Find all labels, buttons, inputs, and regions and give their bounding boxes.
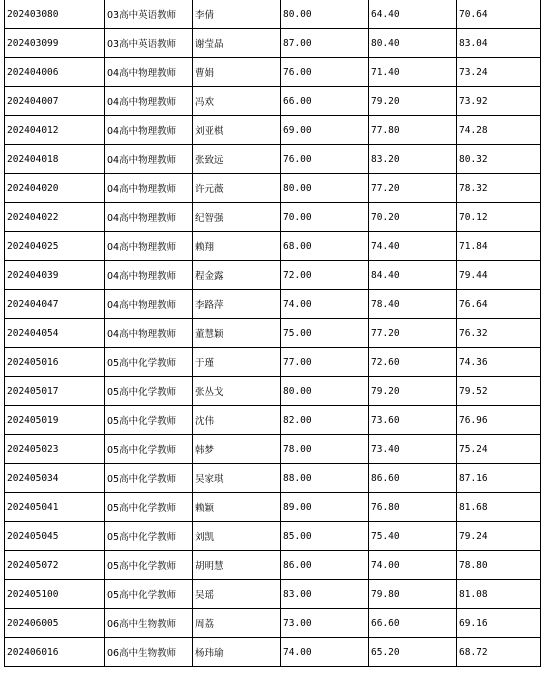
table-row [5, 464, 541, 493]
position-cell: 06高中生物教师 [105, 609, 193, 638]
position-cell: 05高中化学教师 [105, 493, 193, 522]
candidate-id-cell: 202404018 [5, 145, 105, 174]
total-score-cell: 76.96 [457, 406, 541, 435]
position-cell: 05高中化学教师 [105, 551, 193, 580]
interview-score-cell: 65.20 [369, 638, 457, 667]
candidate-name-cell: 李倩 [193, 0, 281, 29]
written-score-cell: 76.00 [281, 58, 369, 87]
candidate-id-cell: 202404047 [5, 290, 105, 319]
position-cell: 04高中物理教师 [105, 58, 193, 87]
table-row [5, 406, 541, 435]
written-score-cell: 75.00 [281, 319, 369, 348]
interview-score-cell: 72.60 [369, 348, 457, 377]
total-score-cell: 75.24 [457, 435, 541, 464]
candidate-name-cell: 程金露 [193, 261, 281, 290]
written-score-cell: 83.00 [281, 580, 369, 609]
total-score-cell: 79.52 [457, 377, 541, 406]
score-table-body [5, 0, 541, 667]
candidate-id-cell: 202405100 [5, 580, 105, 609]
written-score-cell: 74.00 [281, 290, 369, 319]
candidate-name-cell: 杨玮瑜 [193, 638, 281, 667]
written-score-cell: 80.00 [281, 174, 369, 203]
candidate-id-cell: 202404022 [5, 203, 105, 232]
position-cell: 05高中化学教师 [105, 464, 193, 493]
candidate-name-cell: 吴瑶 [193, 580, 281, 609]
total-score-cell: 70.12 [457, 203, 541, 232]
candidate-name-cell: 吴家琪 [193, 464, 281, 493]
written-score-cell: 86.00 [281, 551, 369, 580]
candidate-name-cell: 于瑾 [193, 348, 281, 377]
candidate-id-cell: 202405041 [5, 493, 105, 522]
candidate-id-cell: 202404039 [5, 261, 105, 290]
interview-score-cell: 79.20 [369, 87, 457, 116]
position-cell: 05高中化学教师 [105, 406, 193, 435]
candidate-name-cell: 李路萍 [193, 290, 281, 319]
table-row [5, 580, 541, 609]
candidate-id-cell: 202404006 [5, 58, 105, 87]
candidate-id-cell: 202404054 [5, 319, 105, 348]
table-row [5, 261, 541, 290]
interview-score-cell: 75.40 [369, 522, 457, 551]
position-cell: 04高中物理教师 [105, 116, 193, 145]
position-cell: 05高中化学教师 [105, 435, 193, 464]
candidate-name-cell: 谢莹晶 [193, 29, 281, 58]
candidate-name-cell: 韩梦 [193, 435, 281, 464]
table-row [5, 522, 541, 551]
candidate-id-cell: 202403099 [5, 29, 105, 58]
position-cell: 04高中物理教师 [105, 261, 193, 290]
table-row [5, 435, 541, 464]
position-cell: 04高中物理教师 [105, 203, 193, 232]
written-score-cell: 73.00 [281, 609, 369, 638]
candidate-id-cell: 202403080 [5, 0, 105, 29]
written-score-cell: 77.00 [281, 348, 369, 377]
interview-score-cell: 77.20 [369, 174, 457, 203]
candidate-name-cell: 纪智强 [193, 203, 281, 232]
candidate-id-cell: 202405072 [5, 551, 105, 580]
total-score-cell: 76.32 [457, 319, 541, 348]
candidate-id-cell: 202406005 [5, 609, 105, 638]
total-score-cell: 71.84 [457, 232, 541, 261]
candidate-id-cell: 202406016 [5, 638, 105, 667]
written-score-cell: 76.00 [281, 145, 369, 174]
interview-score-cell: 80.40 [369, 29, 457, 58]
interview-score-cell: 64.40 [369, 0, 457, 29]
interview-score-cell: 77.80 [369, 116, 457, 145]
interview-score-cell: 78.40 [369, 290, 457, 319]
candidate-name-cell: 刘亚棋 [193, 116, 281, 145]
position-cell: 04高中物理教师 [105, 145, 193, 174]
position-cell: 03高中英语教师 [105, 29, 193, 58]
interview-score-cell: 73.60 [369, 406, 457, 435]
candidate-id-cell: 202405045 [5, 522, 105, 551]
table-row [5, 348, 541, 377]
written-score-cell: 89.00 [281, 493, 369, 522]
table-row [5, 29, 541, 58]
written-score-cell: 80.00 [281, 0, 369, 29]
candidate-id-cell: 202405034 [5, 464, 105, 493]
total-score-cell: 69.16 [457, 609, 541, 638]
candidate-name-cell: 许元薇 [193, 174, 281, 203]
written-score-cell: 85.00 [281, 522, 369, 551]
position-cell: 05高中化学教师 [105, 348, 193, 377]
total-score-cell: 81.68 [457, 493, 541, 522]
total-score-cell: 87.16 [457, 464, 541, 493]
total-score-cell: 78.80 [457, 551, 541, 580]
written-score-cell: 72.00 [281, 261, 369, 290]
table-row [5, 174, 541, 203]
total-score-cell: 74.36 [457, 348, 541, 377]
written-score-cell: 68.00 [281, 232, 369, 261]
position-cell: 04高中物理教师 [105, 290, 193, 319]
position-cell: 05高中化学教师 [105, 377, 193, 406]
candidate-name-cell: 赖翔 [193, 232, 281, 261]
table-row [5, 203, 541, 232]
table-row [5, 116, 541, 145]
table-row [5, 87, 541, 116]
total-score-cell: 80.32 [457, 145, 541, 174]
candidate-name-cell: 冯欢 [193, 87, 281, 116]
total-score-cell: 74.28 [457, 116, 541, 145]
total-score-cell: 68.72 [457, 638, 541, 667]
interview-score-cell: 74.00 [369, 551, 457, 580]
interview-score-cell: 74.40 [369, 232, 457, 261]
candidate-id-cell: 202405023 [5, 435, 105, 464]
table-row [5, 493, 541, 522]
table-row [5, 145, 541, 174]
position-cell: 04高中物理教师 [105, 174, 193, 203]
interview-score-cell: 76.80 [369, 493, 457, 522]
position-cell: 05高中化学教师 [105, 580, 193, 609]
score-table [4, 0, 541, 667]
interview-score-cell: 70.20 [369, 203, 457, 232]
candidate-name-cell: 张丛戈 [193, 377, 281, 406]
total-score-cell: 76.64 [457, 290, 541, 319]
table-row [5, 609, 541, 638]
interview-score-cell: 86.60 [369, 464, 457, 493]
total-score-cell: 81.08 [457, 580, 541, 609]
total-score-cell: 78.32 [457, 174, 541, 203]
position-cell: 04高中物理教师 [105, 319, 193, 348]
interview-score-cell: 79.20 [369, 377, 457, 406]
candidate-name-cell: 胡明慧 [193, 551, 281, 580]
table-row [5, 319, 541, 348]
interview-score-cell: 77.20 [369, 319, 457, 348]
written-score-cell: 78.00 [281, 435, 369, 464]
written-score-cell: 69.00 [281, 116, 369, 145]
position-cell: 05高中化学教师 [105, 522, 193, 551]
interview-score-cell: 71.40 [369, 58, 457, 87]
candidate-id-cell: 202404020 [5, 174, 105, 203]
candidate-id-cell: 202405019 [5, 406, 105, 435]
total-score-cell: 79.44 [457, 261, 541, 290]
table-row [5, 377, 541, 406]
candidate-id-cell: 202405017 [5, 377, 105, 406]
table-row [5, 232, 541, 261]
interview-score-cell: 84.40 [369, 261, 457, 290]
candidate-name-cell: 沈伟 [193, 406, 281, 435]
candidate-id-cell: 202404012 [5, 116, 105, 145]
candidate-name-cell: 刘凯 [193, 522, 281, 551]
candidate-name-cell: 董慧颖 [193, 319, 281, 348]
candidate-id-cell: 202405016 [5, 348, 105, 377]
candidate-name-cell: 张致远 [193, 145, 281, 174]
written-score-cell: 80.00 [281, 377, 369, 406]
written-score-cell: 88.00 [281, 464, 369, 493]
table-row [5, 638, 541, 667]
candidate-name-cell: 周荔 [193, 609, 281, 638]
written-score-cell: 74.00 [281, 638, 369, 667]
written-score-cell: 70.00 [281, 203, 369, 232]
written-score-cell: 66.00 [281, 87, 369, 116]
total-score-cell: 73.92 [457, 87, 541, 116]
total-score-cell: 83.04 [457, 29, 541, 58]
candidate-name-cell: 赖颖 [193, 493, 281, 522]
position-cell: 06高中生物教师 [105, 638, 193, 667]
table-row [5, 551, 541, 580]
interview-score-cell: 79.80 [369, 580, 457, 609]
interview-score-cell: 83.20 [369, 145, 457, 174]
total-score-cell: 79.24 [457, 522, 541, 551]
written-score-cell: 82.00 [281, 406, 369, 435]
table-row [5, 290, 541, 319]
table-row [5, 0, 541, 29]
total-score-cell: 73.24 [457, 58, 541, 87]
position-cell: 03高中英语教师 [105, 0, 193, 29]
position-cell: 04高中物理教师 [105, 232, 193, 261]
candidate-name-cell: 曹娟 [193, 58, 281, 87]
table-row [5, 58, 541, 87]
candidate-id-cell: 202404007 [5, 87, 105, 116]
interview-score-cell: 73.40 [369, 435, 457, 464]
total-score-cell: 70.64 [457, 0, 541, 29]
interview-score-cell: 66.60 [369, 609, 457, 638]
candidate-id-cell: 202404025 [5, 232, 105, 261]
position-cell: 04高中物理教师 [105, 87, 193, 116]
written-score-cell: 87.00 [281, 29, 369, 58]
